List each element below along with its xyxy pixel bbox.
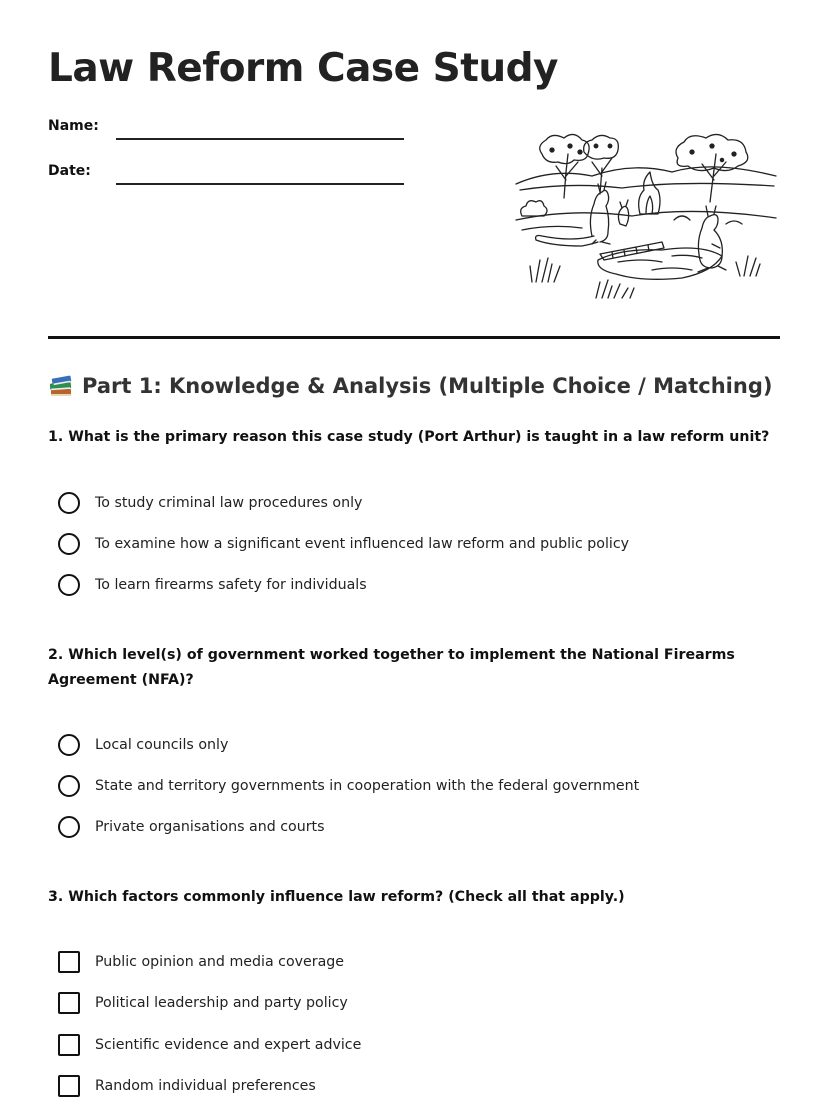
section-divider xyxy=(48,336,780,339)
checkbox[interactable] xyxy=(58,992,80,1014)
question-1: 1. What is the primary reason this case study (Port Arthur) is taught in a law reform unit? xyxy=(48,429,770,445)
option-label: Public opinion and media coverage xyxy=(95,954,345,970)
date-label: Date: xyxy=(48,163,91,179)
section-heading-text: Part 1: Knowledge & Analysis (Multiple Choice / Matching) xyxy=(82,374,773,398)
radio-button[interactable] xyxy=(58,492,80,514)
option-label: To study criminal law procedures only xyxy=(95,495,363,511)
books-icon xyxy=(48,374,74,398)
q2-option-1[interactable] xyxy=(58,733,228,757)
q2-option-3[interactable] xyxy=(58,815,325,839)
question-3: 3. Which factors commonly influence law reform? (Check all that apply.) xyxy=(48,889,625,905)
radio-button[interactable] xyxy=(58,533,80,555)
option-label: To examine how a significant event influenced law reform and public policy xyxy=(95,536,630,552)
option-label: To learn firearms safety for individuals xyxy=(95,577,367,593)
option-label: State and territory governments in cooperation with the federal government xyxy=(95,778,640,794)
checkbox[interactable] xyxy=(58,951,80,973)
q1-option-1[interactable] xyxy=(58,491,362,515)
name-label: Name: xyxy=(48,118,99,134)
radio-button[interactable] xyxy=(58,816,80,838)
option-label: Local councils only xyxy=(95,737,229,753)
q3-option-1[interactable] xyxy=(58,950,344,974)
question-2: 2. Which level(s) of government worked together to implement the National Firearms Agreement (NFA)? xyxy=(48,647,735,688)
q3-option-3[interactable] xyxy=(58,1033,361,1057)
q2-option-2[interactable] xyxy=(58,774,639,798)
option-label: Random individual preferences xyxy=(95,1078,316,1094)
radio-button[interactable] xyxy=(58,574,80,596)
date-field[interactable] xyxy=(116,183,404,185)
section-heading xyxy=(48,374,772,398)
page-title: Law Reform Case Study xyxy=(48,46,558,91)
q3-option-4[interactable] xyxy=(58,1074,316,1098)
name-field[interactable] xyxy=(116,138,404,140)
option-label: Political leadership and party policy xyxy=(95,995,348,1011)
australian-landscape-kangaroos-illustration xyxy=(512,132,780,304)
radio-button[interactable] xyxy=(58,734,80,756)
q3-option-2[interactable] xyxy=(58,991,348,1015)
option-label: Scientific evidence and expert advice xyxy=(95,1037,362,1053)
q1-option-2[interactable] xyxy=(58,532,629,556)
checkbox[interactable] xyxy=(58,1075,80,1097)
radio-button[interactable] xyxy=(58,775,80,797)
option-label: Private organisations and courts xyxy=(95,819,325,835)
q1-option-3[interactable] xyxy=(58,573,367,597)
checkbox[interactable] xyxy=(58,1034,80,1056)
